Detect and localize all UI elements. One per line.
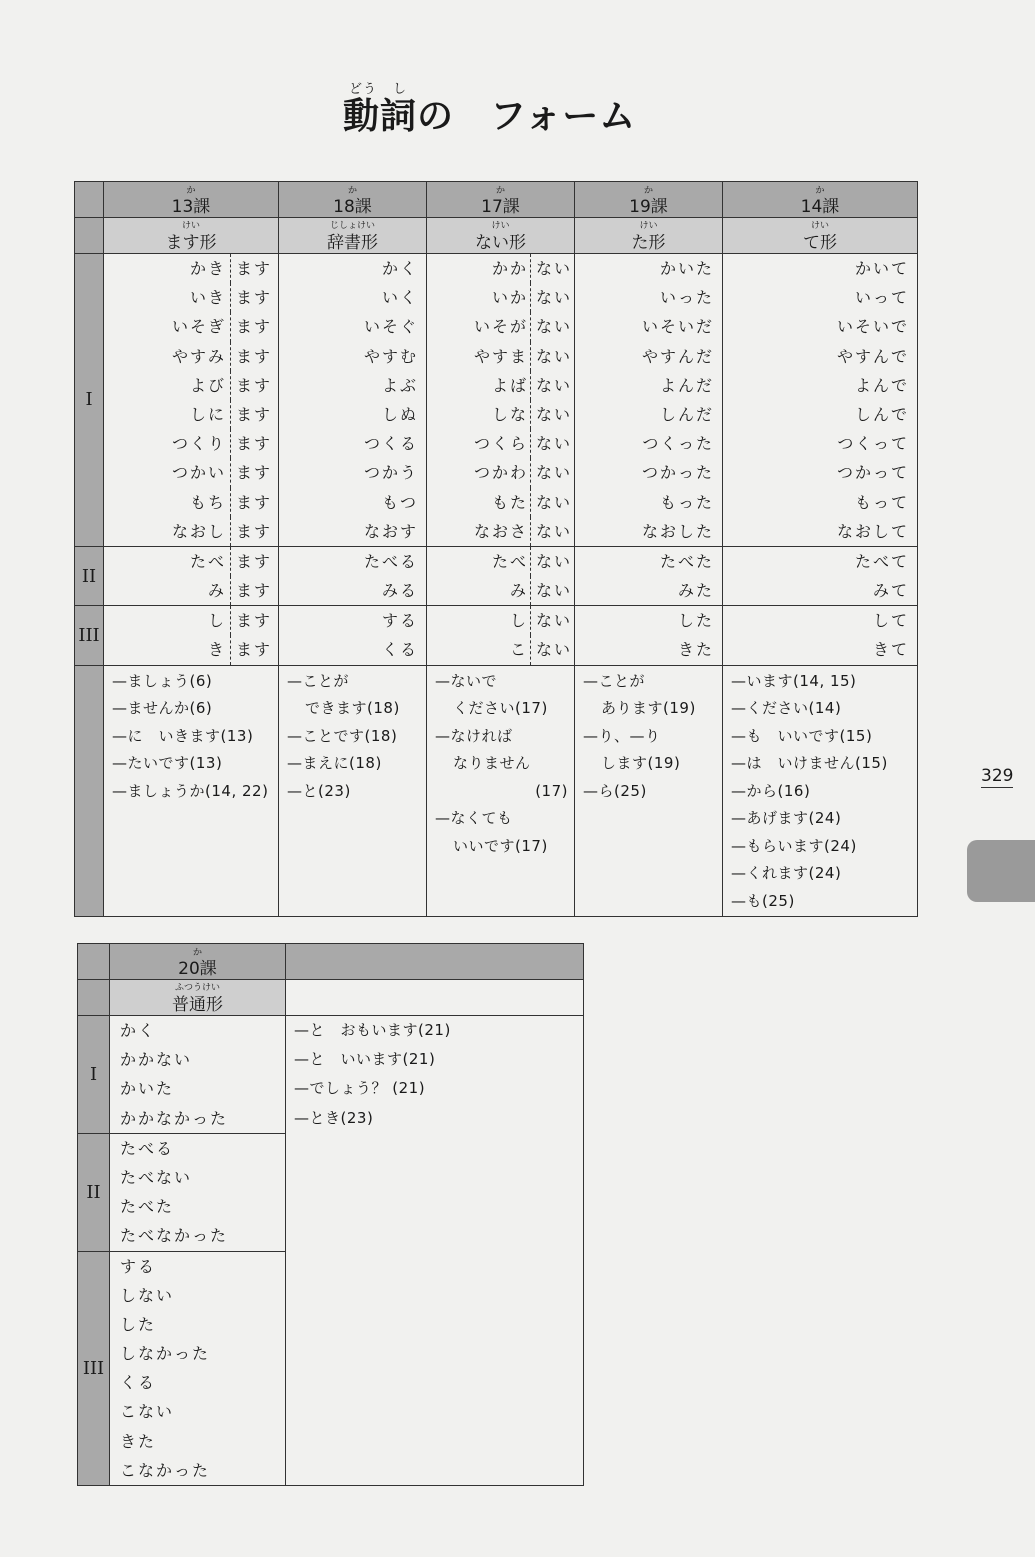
verb-suffix: ます bbox=[230, 429, 278, 458]
verb-stem: き bbox=[207, 640, 226, 660]
verb-group-label: II bbox=[75, 546, 104, 605]
note-item: —も いいです(15) bbox=[731, 726, 873, 745]
list-item: しない bbox=[120, 1285, 175, 1305]
list-item: した bbox=[677, 611, 714, 631]
note-item: なりません bbox=[453, 754, 531, 773]
verb-group-label: III bbox=[75, 606, 104, 665]
list-item: いそぐ bbox=[363, 317, 418, 337]
note-item: —なければ bbox=[435, 726, 513, 745]
list-item bbox=[427, 547, 574, 576]
list-item bbox=[427, 576, 574, 605]
verb-stem: よば bbox=[491, 375, 528, 395]
list-item bbox=[104, 429, 278, 458]
usage-notes-cell bbox=[104, 665, 279, 916]
list-item: いった bbox=[659, 288, 714, 308]
verb-stem: やすま bbox=[473, 346, 528, 366]
verb-stem: し bbox=[509, 611, 528, 631]
list-item: する bbox=[381, 611, 418, 631]
te-cell bbox=[723, 546, 918, 605]
list-item: しんだ bbox=[659, 404, 714, 424]
list-item: いって bbox=[854, 288, 909, 308]
note-item: —から(16) bbox=[731, 781, 811, 800]
verb-stem: いか bbox=[491, 288, 528, 308]
verb-suffix: ない bbox=[530, 635, 574, 664]
note-item: —ませんか(6) bbox=[112, 699, 213, 718]
note-item: —ください(14) bbox=[731, 699, 842, 718]
verb-suffix: ます bbox=[230, 254, 278, 283]
list-item bbox=[427, 371, 574, 400]
list-item: きた bbox=[677, 640, 714, 660]
list-item bbox=[104, 312, 278, 341]
list-item: みた bbox=[677, 581, 714, 601]
list-item bbox=[427, 312, 574, 341]
list-item: よんだ bbox=[659, 375, 714, 395]
list-item: なおして bbox=[836, 521, 909, 541]
verb-suffix: ます bbox=[230, 400, 278, 429]
verb-suffix: ます bbox=[230, 458, 278, 487]
verb-suffix: ない bbox=[530, 458, 574, 487]
verb-stem: もた bbox=[491, 492, 528, 512]
plain-lesson-header-row bbox=[78, 944, 584, 980]
title-second: フォーム bbox=[490, 96, 637, 137]
note-item: —り、—り bbox=[583, 726, 661, 745]
plain-form-table bbox=[77, 943, 584, 1486]
plain-form-header-row bbox=[78, 980, 584, 1016]
verb-suffix: ます bbox=[230, 517, 278, 546]
list-item bbox=[427, 254, 574, 283]
list-item bbox=[427, 517, 574, 546]
note-item: —ら(25) bbox=[583, 781, 647, 800]
list-item: よぶ bbox=[381, 375, 418, 395]
page-number: 329 bbox=[981, 766, 1014, 786]
list-item: たべて bbox=[854, 551, 909, 571]
list-item: よんで bbox=[854, 375, 909, 395]
header-lesson-20: か 20課 bbox=[110, 944, 286, 980]
list-item: たべる bbox=[363, 551, 418, 571]
verb-stem: つかい bbox=[171, 463, 226, 483]
header-lesson-19: か 19課 bbox=[575, 182, 723, 218]
verb-forms-table bbox=[74, 181, 918, 917]
nai-cell bbox=[427, 606, 575, 665]
note-item: —ことが bbox=[287, 671, 350, 690]
list-item bbox=[427, 429, 574, 458]
list-item: つくる bbox=[363, 434, 418, 454]
note-item: —と いいます(21) bbox=[294, 1050, 436, 1069]
verb-stem: しに bbox=[189, 404, 226, 424]
list-item: かかなかった bbox=[120, 1108, 229, 1128]
list-item: かいた bbox=[659, 259, 714, 278]
list-item: もって bbox=[854, 492, 909, 512]
usage-notes-cell bbox=[279, 665, 427, 916]
list-item bbox=[104, 606, 278, 635]
list-item bbox=[427, 635, 574, 664]
page-title bbox=[343, 82, 637, 139]
verb-stem: み bbox=[207, 581, 226, 601]
verb-suffix: ます bbox=[230, 342, 278, 371]
verb-stem: かか bbox=[491, 259, 528, 278]
list-item: しんで bbox=[854, 404, 909, 424]
list-item bbox=[104, 371, 278, 400]
nai-cell bbox=[427, 254, 575, 547]
plain-group-row bbox=[78, 1016, 584, 1134]
header-plain-form: ふつうけい 普通形 bbox=[110, 980, 286, 1016]
list-item: した bbox=[120, 1314, 157, 1334]
form-header-row bbox=[75, 218, 918, 254]
plain-group-label: I bbox=[78, 1016, 110, 1134]
list-item: もつ bbox=[381, 492, 418, 512]
note-item: —でしょう？ (21) bbox=[294, 1079, 426, 1098]
list-item bbox=[104, 488, 278, 517]
note-item: —ないで bbox=[435, 671, 498, 690]
verb-stem: いそが bbox=[473, 317, 528, 337]
list-item bbox=[427, 606, 574, 635]
dictionary-cell bbox=[279, 254, 427, 547]
usage-notes-row bbox=[75, 665, 918, 916]
note-item: できます(18) bbox=[305, 699, 400, 718]
note-item: —ましょうか(14, 22) bbox=[112, 781, 269, 800]
header-ta-form: けい た形 bbox=[575, 218, 723, 254]
dictionary-cell bbox=[279, 546, 427, 605]
header-lesson-18: か 18課 bbox=[279, 182, 427, 218]
title-main: 動詞の bbox=[343, 96, 455, 137]
header-te-form: けい て形 bbox=[723, 218, 918, 254]
verb-stem: やすみ bbox=[171, 346, 226, 366]
list-item: する bbox=[120, 1256, 157, 1276]
note-item: —まえに(18) bbox=[287, 754, 382, 773]
masu-cell bbox=[104, 254, 279, 547]
list-item bbox=[104, 547, 278, 576]
verb-stem: たべ bbox=[189, 551, 226, 571]
list-item: いそいで bbox=[836, 317, 909, 337]
title-ruby-shi: し bbox=[393, 82, 408, 97]
lesson-header-row bbox=[75, 182, 918, 218]
list-item: たべる bbox=[120, 1138, 175, 1158]
note-item: いいです(17) bbox=[453, 836, 548, 855]
nai-cell bbox=[427, 546, 575, 605]
list-item: しなかった bbox=[120, 1344, 211, 1364]
plain-group-label: III bbox=[78, 1251, 110, 1486]
te-cell bbox=[723, 606, 918, 665]
verb-suffix: ます bbox=[230, 312, 278, 341]
verb-suffix: ない bbox=[530, 488, 574, 517]
list-item: たべた bbox=[659, 551, 714, 571]
list-item: こない bbox=[120, 1402, 175, 1422]
list-item bbox=[104, 342, 278, 371]
list-item: つかって bbox=[836, 463, 909, 483]
list-item: たべない bbox=[120, 1167, 193, 1187]
usage-notes-cell bbox=[575, 665, 723, 916]
verb-stem: み bbox=[509, 581, 528, 601]
header-lesson-13: か 13課 bbox=[104, 182, 279, 218]
dictionary-cell bbox=[279, 606, 427, 665]
ta-cell bbox=[575, 606, 723, 665]
chapter-tab bbox=[967, 840, 1035, 902]
verb-suffix: ない bbox=[530, 254, 574, 283]
verb-stem: いき bbox=[189, 288, 226, 308]
list-item bbox=[427, 283, 574, 312]
note-item: あります(19) bbox=[601, 699, 696, 718]
note-item: —に いきます(13) bbox=[112, 726, 254, 745]
verb-stem: つくら bbox=[473, 434, 528, 454]
list-item: くる bbox=[381, 640, 418, 660]
verb-suffix: ます bbox=[230, 547, 278, 576]
usage-notes-cell bbox=[723, 665, 918, 916]
verb-suffix: ます bbox=[230, 371, 278, 400]
list-item: きて bbox=[872, 640, 909, 660]
header-nai-form: けい ない形 bbox=[427, 218, 575, 254]
header-lesson-14: か 14課 bbox=[723, 182, 918, 218]
note-item: —あげます(24) bbox=[731, 809, 842, 828]
list-item bbox=[104, 254, 278, 283]
verb-group-row bbox=[75, 606, 918, 665]
header-lesson-17: か 17課 bbox=[427, 182, 575, 218]
list-item: いく bbox=[381, 288, 418, 308]
list-item bbox=[427, 488, 574, 517]
note-item: —くれます(24) bbox=[731, 864, 842, 883]
verb-stem: なおし bbox=[171, 521, 226, 541]
list-item: いそいだ bbox=[641, 317, 714, 337]
verb-suffix: ます bbox=[230, 635, 278, 664]
verb-suffix: ない bbox=[530, 606, 574, 635]
verb-group-label: I bbox=[75, 254, 104, 547]
list-item bbox=[104, 283, 278, 312]
list-item: かいた bbox=[120, 1079, 175, 1099]
verb-stem: よび bbox=[189, 375, 226, 395]
note-item: —なくても bbox=[435, 809, 513, 828]
note-item: —ことが bbox=[583, 671, 646, 690]
header-masu-form: けい ます形 bbox=[104, 218, 279, 254]
verb-stem: つくり bbox=[171, 434, 226, 454]
list-item: やすんで bbox=[836, 346, 909, 366]
note-item: します(19) bbox=[601, 754, 681, 773]
list-item: やすむ bbox=[363, 346, 418, 366]
verb-suffix: ない bbox=[530, 283, 574, 312]
verb-suffix: ない bbox=[530, 312, 574, 341]
verb-suffix: ます bbox=[230, 606, 278, 635]
ta-cell bbox=[575, 254, 723, 547]
plain-form-cell bbox=[110, 1133, 286, 1251]
note-item: —とき(23) bbox=[294, 1108, 374, 1127]
note-item: —ことです(18) bbox=[287, 726, 398, 745]
verb-stem: なおさ bbox=[473, 521, 528, 541]
list-item: たべた bbox=[120, 1197, 175, 1217]
verb-suffix: ない bbox=[530, 576, 574, 605]
header-dictionary-form: じしょけい 辞書形 bbox=[279, 218, 427, 254]
title-ruby-dou: どう bbox=[349, 82, 378, 97]
list-item bbox=[427, 342, 574, 371]
list-item: つかう bbox=[363, 463, 418, 483]
te-cell bbox=[723, 254, 918, 547]
list-item bbox=[104, 458, 278, 487]
note-item: —も(25) bbox=[731, 891, 795, 910]
note-item: —と おもいます(21) bbox=[294, 1021, 451, 1039]
verb-stem: もち bbox=[189, 492, 226, 512]
list-item: かく bbox=[381, 259, 418, 278]
list-item: なおす bbox=[363, 521, 418, 541]
note-item: —たいです(13) bbox=[112, 754, 223, 773]
note-item: ください(17) bbox=[453, 699, 548, 718]
list-item: もった bbox=[659, 492, 714, 512]
ta-cell bbox=[575, 546, 723, 605]
note-item: —もらいます(24) bbox=[731, 836, 857, 855]
verb-stem: つかわ bbox=[473, 463, 528, 483]
list-item: かいて bbox=[854, 259, 909, 278]
verb-stem: こ bbox=[509, 640, 528, 660]
list-item bbox=[104, 517, 278, 546]
verb-suffix: ます bbox=[230, 488, 278, 517]
plain-form-cell bbox=[110, 1251, 286, 1486]
verb-suffix: ない bbox=[530, 547, 574, 576]
verb-stem: しな bbox=[491, 404, 528, 424]
masu-cell bbox=[104, 546, 279, 605]
list-item: みる bbox=[381, 581, 418, 601]
verb-suffix: ない bbox=[530, 429, 574, 458]
verb-suffix: ない bbox=[530, 400, 574, 429]
verb-stem: いそぎ bbox=[171, 317, 226, 337]
note-item: —ましょう(6) bbox=[112, 671, 213, 690]
verb-group-row bbox=[75, 254, 918, 547]
list-item: して bbox=[872, 611, 909, 631]
list-item: なおした bbox=[641, 521, 714, 541]
list-item: たべなかった bbox=[120, 1226, 229, 1246]
list-item: かく bbox=[120, 1021, 157, 1040]
plain-form-cell bbox=[110, 1016, 286, 1134]
verb-stem: たべ bbox=[491, 551, 528, 571]
verb-suffix: ます bbox=[230, 576, 278, 605]
list-item: しぬ bbox=[381, 404, 418, 424]
list-item bbox=[427, 400, 574, 429]
note-item: —と(23) bbox=[287, 781, 351, 800]
list-item: つくった bbox=[642, 434, 714, 454]
list-item bbox=[427, 458, 574, 487]
list-item: やすんだ bbox=[641, 346, 714, 366]
list-item bbox=[104, 635, 278, 664]
plain-notes-cell bbox=[286, 1016, 584, 1486]
list-item: こなかった bbox=[120, 1460, 211, 1480]
list-item bbox=[104, 400, 278, 429]
note-item: (17) bbox=[535, 781, 568, 800]
list-item: つくって bbox=[837, 434, 909, 454]
list-item bbox=[104, 576, 278, 605]
verb-suffix: ない bbox=[530, 342, 574, 371]
verb-suffix: ます bbox=[230, 283, 278, 312]
list-item: つかった bbox=[641, 463, 714, 483]
list-item: きた bbox=[120, 1431, 157, 1451]
verb-stem: し bbox=[207, 611, 226, 631]
list-item: くる bbox=[120, 1373, 157, 1393]
usage-notes-cell bbox=[427, 665, 575, 916]
list-item: みて bbox=[872, 581, 909, 601]
list-item: かかない bbox=[120, 1050, 193, 1070]
masu-cell bbox=[104, 606, 279, 665]
plain-group-label: II bbox=[78, 1133, 110, 1251]
note-item: —は いけません(15) bbox=[731, 754, 888, 773]
verb-group-row bbox=[75, 546, 918, 605]
note-item: —います(14, 15) bbox=[731, 671, 857, 690]
verb-suffix: ない bbox=[530, 371, 574, 400]
verb-stem: かき bbox=[189, 259, 226, 278]
verb-suffix: ない bbox=[530, 517, 574, 546]
